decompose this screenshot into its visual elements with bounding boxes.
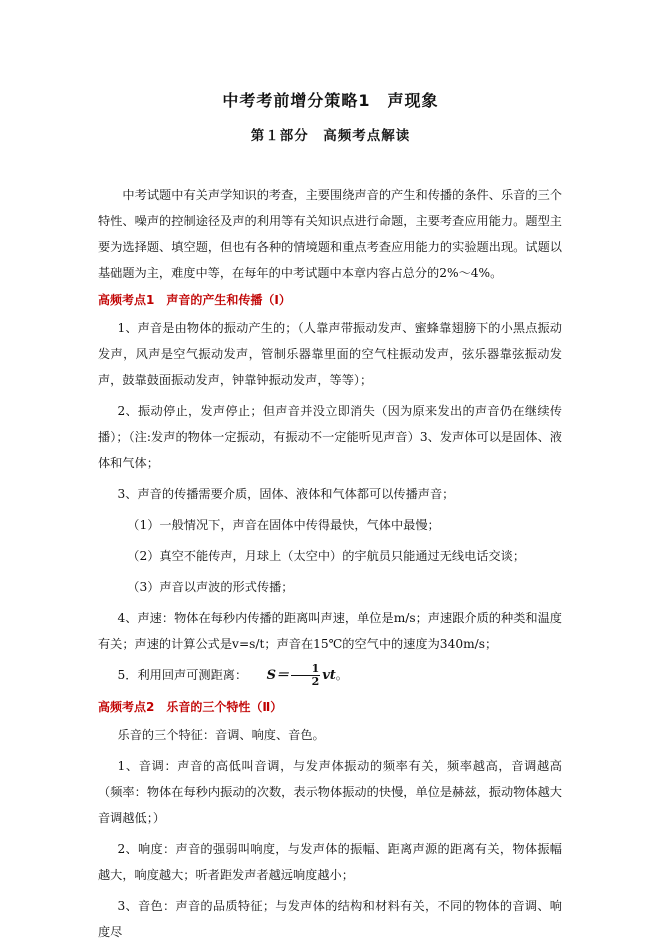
section1-subpoint-1: （1）一般情况下，声音在固体中传得最快，气体中最慢； xyxy=(127,518,440,532)
fraction-numerator: 1 xyxy=(291,663,320,676)
section2-point-1: 1、音调：声音的高低叫音调，与发声体振动的频率有关，频率越高，音调越高（频率：物体在每秒内振动的次数，表示物体振动的快慢，单位是赫兹，振动物体越大音调越低；） xyxy=(98,758,562,825)
section1-point-2: 2、振动停止，发声停止；但声音并没立即消失（因为原来发出的声音仍在继续传播）；（注:发声的物体一定振动，有振动不一定能听见声音）3、发声体可以是固体、液体和气体； xyxy=(98,404,562,470)
section2-intro: 乐音的三个特征：音调、响度、音色。 xyxy=(117,727,325,742)
section2-point-2: 2、响度：声音的强弱叫响度，与发声体的振幅、距离声源的距离有关，物体振幅越大，响度越大；听者距发声者越远响度越小； xyxy=(98,841,562,882)
section1-point-5 xyxy=(98,662,562,689)
section1-point-3: 3、声音的传播需要介质，固体、液体和气体都可以传播声音； xyxy=(117,487,455,501)
formula-suffix: 。 xyxy=(335,668,348,682)
document-subtitle: 第１部分 高频考点解读 xyxy=(250,128,411,144)
section1-subpoint-3: （3）声音以声波的形式传播； xyxy=(127,580,294,594)
formula-left: S＝ xyxy=(266,667,290,683)
section1-point-1: 1、声音是由物体的振动产生的；（人靠声带振动发声、蜜蜂靠翅膀下的小黑点振动发声，风声是空气振动发声，管制乐器靠里面的空气柱振动发声，弦乐器靠弦振动发声，鼓靠鼓面振动发声，钟靠钟振动发声，等等）； xyxy=(98,321,562,387)
formula-right: vt xyxy=(322,667,336,683)
formula-fraction xyxy=(291,663,320,688)
section-heading-2: 高频考点2 乐音的三个特性（Ⅱ） xyxy=(98,699,283,714)
document-body xyxy=(98,182,562,945)
section-heading-1: 高频考点1 声音的产生和传播（Ⅰ） xyxy=(98,293,291,307)
section1-subpoint-2: （2）真空不能传声，月球上（太空中）的宇航员只能通过无线电话交谈； xyxy=(127,549,526,563)
fraction-denominator: 2 xyxy=(311,674,320,688)
document-title: 中考考前增分策略1 声现象 xyxy=(222,91,439,110)
section1-point-4: 4、声速：物体在每秒内传播的距离叫声速，单位是m/s；声速跟介质的种类和温度有关；声速的计算公式是v=s/t；声音在15℃的空气中的速度为340m/s； xyxy=(98,611,562,651)
echo-distance-formula xyxy=(247,663,336,689)
intro-paragraph: 中考试题中有关声学知识的考查，主要围绕声音的产生和传播的条件、乐音的三个特性、噪声的控制途径及声的利用等有关知识点进行命题，主要考查应用能力。题型主要为选择题、填空题，但也有各种的情境题和重点考查应用能力的实验题出现。试题以基础题为主，难度中等，在每年的中考试题中本章内容占总分的2%～4%。 xyxy=(98,188,562,280)
section2-point-3: 3、音色：声音的品质特征；与发声体的结构和材料有关，不同的物体的音调、响度尽 xyxy=(98,898,562,939)
echo-distance-label: 5．利用回声可测距离： xyxy=(117,668,248,682)
